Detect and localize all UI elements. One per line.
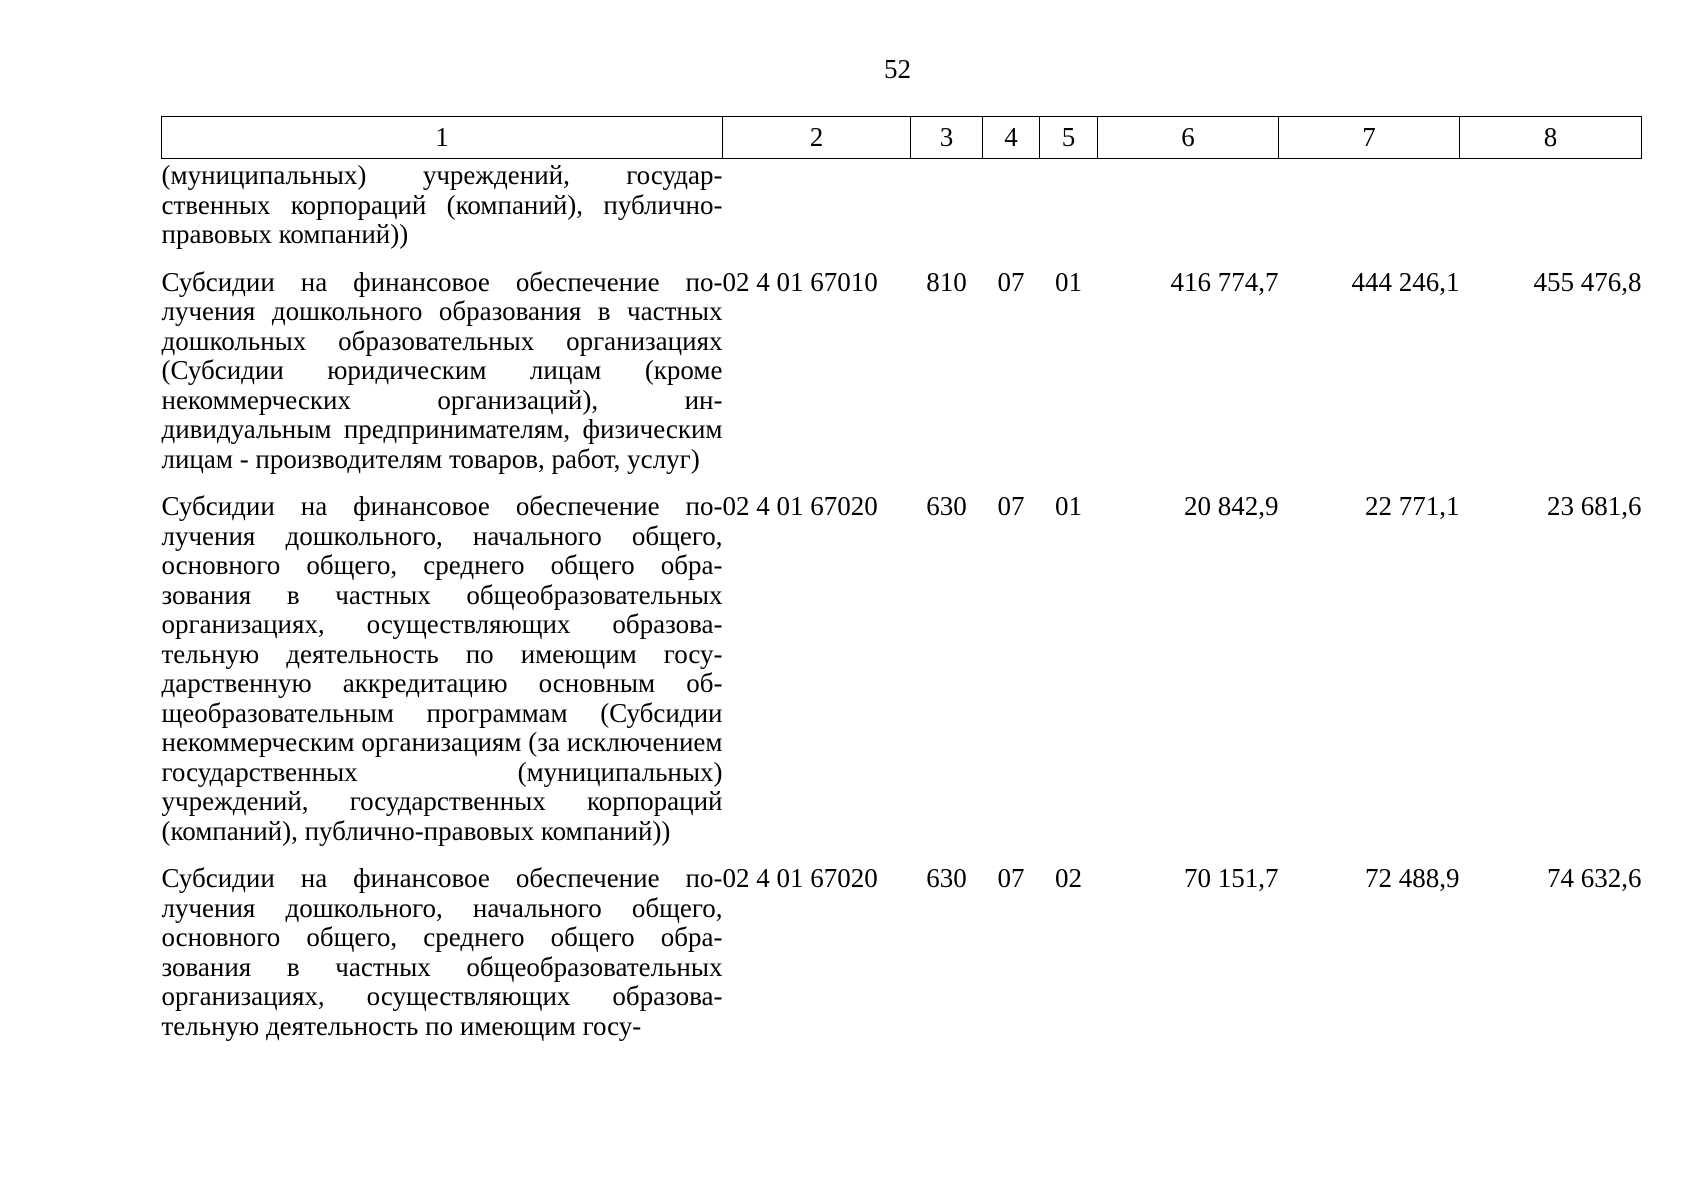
column-header-4: 4	[983, 117, 1040, 159]
row-value-col7	[1279, 159, 1460, 268]
row-expense-type: 630	[926, 491, 967, 521]
table-row	[162, 268, 1642, 493]
row-subsection	[1040, 159, 1098, 268]
row-value-col6: 20 842,9	[1184, 491, 1279, 521]
row-description: Субсидии на финансовое обеспечение получения дошкольного, начального общего, основного общего, среднего общего образования в частных общеобразовательных организациях, осуществляющих образовательную деятельность по имеющим государственную аккредитацию основным общеобразовательным программам (Субсидии некоммерческим организациям (за исключением государственных (муниципальных) учреждений, государственных корпораций (компаний), публично-правовых компаний))	[161, 491, 723, 846]
row-target-code: 02 4 01 67010	[722, 266, 878, 297]
row-expense-type: 810	[926, 266, 967, 297]
row-subsection: 01	[1055, 266, 1082, 297]
row-expense-type: 630	[926, 863, 967, 893]
table-row	[162, 492, 1642, 864]
column-header-2: 2	[723, 117, 911, 159]
table-row	[162, 159, 1642, 268]
row-value-col6: 70 151,7	[1184, 863, 1279, 893]
table-header-row	[162, 117, 1642, 159]
row-value-col8: 74 632,6	[1547, 863, 1642, 893]
row-description: Субсидии на финансовое обеспечение получения дошкольного, начального общего, основного общего, среднего общего образования в частных общеобразовательных организациях, осуществляющих образовательную деятельность по имеющим госу-	[161, 863, 723, 1041]
row-target-code	[723, 159, 911, 268]
budget-table	[161, 116, 1642, 1059]
page-number: 52	[884, 54, 911, 84]
row-section: 07	[997, 491, 1025, 521]
row-value-col8: 455 476,8	[1533, 266, 1642, 297]
row-target-code: 02 4 01 67020	[722, 491, 878, 521]
row-subsection: 02	[1055, 863, 1082, 893]
row-expense-type	[911, 159, 983, 268]
row-subsection: 01	[1055, 491, 1082, 521]
row-target-code: 02 4 01 67020	[722, 863, 878, 893]
row-description: Субсидии на финансовое обеспечение получения дошкольного образования в частных дошкольных образовательных организациях (Субсидии юридическим лицам (кроме некоммерческих организаций), индивидуальным предпринимателям, физическим лицам - производителям товаров, работ, услуг)	[161, 266, 723, 474]
row-value-col8: 23 681,6	[1547, 491, 1642, 521]
row-value-col6	[1098, 159, 1279, 268]
row-value-col7: 72 488,9	[1365, 863, 1460, 893]
row-section	[983, 159, 1040, 268]
column-header-5: 5	[1040, 117, 1098, 159]
row-section: 07	[997, 863, 1025, 893]
column-header-8: 8	[1460, 117, 1642, 159]
row-value-col7: 444 246,1	[1351, 266, 1460, 297]
table-row	[162, 864, 1642, 1059]
row-value-col8	[1460, 159, 1642, 268]
column-header-7: 7	[1279, 117, 1460, 159]
row-section: 07	[997, 266, 1025, 297]
row-value-col7: 22 771,1	[1365, 491, 1460, 521]
column-header-1: 1	[162, 117, 723, 159]
row-description: (муниципальных) учреждений, государственных корпораций (компаний), публично-правовых компаний))	[161, 160, 723, 249]
row-value-col6: 416 774,7	[1170, 266, 1279, 297]
column-header-3: 3	[911, 117, 983, 159]
column-header-6: 6	[1098, 117, 1279, 159]
